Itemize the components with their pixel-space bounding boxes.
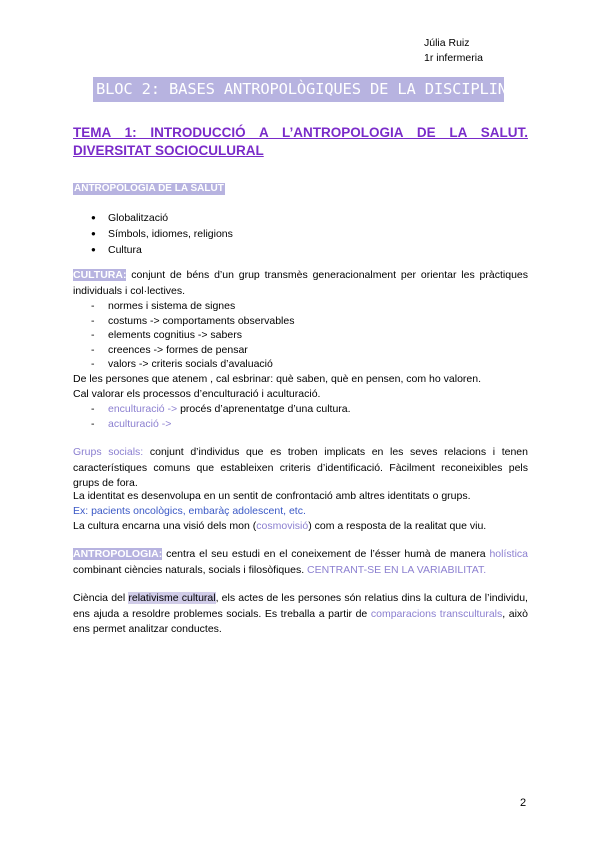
list-item: - costums -> comportaments observables xyxy=(91,314,294,329)
aculturacio-term: aculturació -> xyxy=(108,417,172,430)
list-item: - normes i sistema de signes xyxy=(91,299,294,314)
antropologia-mid: combinant ciències naturals, socials i filosòfiques. xyxy=(73,563,308,576)
identitat-line: La identitat es desenvolupa en un sentit de confrontació amb altres identitats o grups. xyxy=(73,490,471,502)
author-name: Júlia Ruiz xyxy=(424,37,470,49)
author-block xyxy=(424,36,483,66)
grups-term: Grups socials: xyxy=(73,446,144,458)
centrant-term: CENTRANT-SE EN LA VARIABILITAT. xyxy=(307,563,487,576)
holistica-term: holística xyxy=(489,548,528,560)
antropologia-definition xyxy=(73,547,528,578)
author-course: 1r infermeria xyxy=(424,52,483,64)
block-banner: BLOC 2: BASES ANTROPOLÒGIQUES DE LA DISCIPLINA INFERMERA xyxy=(93,77,504,102)
cultura-line-1: De les persones que atenem , cal esbrinar: què saben, què en pensen, com ho valoren. xyxy=(73,373,482,385)
relativisme-post: , això ens permet analitzar conductes. xyxy=(73,607,529,635)
list-item: - creences -> formes de pensar xyxy=(91,343,294,358)
enculturacio-def: procés d’aprenentatge d’una cultura. xyxy=(177,403,351,415)
comparacions-term: comparacions transculturals xyxy=(370,607,503,620)
antropologia-term: ANTROPOLOGIA: xyxy=(73,548,163,560)
list-item: - valors -> criteris socials d’avaluació xyxy=(91,357,294,372)
cultura-def: conjunt de béns d’un grup transmès generacionalment per orientar les pràctiques individuals i col·lectives. xyxy=(73,269,528,297)
grups-def: conjunt d’individus que es troben implicats en les seves relacions i tenen característiques comuns que estableixen criteris d’identificació. Fàcilment reconeixibles pels grups de fora. xyxy=(73,446,528,489)
cosmovisio-line xyxy=(73,519,528,535)
bullet-list xyxy=(91,210,233,258)
antropologia-pre: centra el seu estudi en el coneixement de l’ésser humà de manera xyxy=(162,548,490,560)
cultura-term: CULTURA: xyxy=(73,269,127,281)
relativisme-mid: , els actes de les persones són relatius dins la cultura de l’individu, ens ajuda a resoldre problemes socials. Es treballa a partir de xyxy=(73,592,528,620)
relativisme-paragraph xyxy=(73,591,528,638)
page-number: 2 xyxy=(520,797,527,809)
process-list xyxy=(91,402,351,431)
cosmovisio-term: cosmovisió xyxy=(256,520,309,532)
topic-title: TEMA 1: INTRODUCCIÓ A L’ANTROPOLOGIA DE LA SALUT. DIVERSITAT SOCIOCULURAL xyxy=(73,125,528,158)
enculturacio-term: enculturació -> xyxy=(108,403,178,415)
list-item xyxy=(91,402,351,417)
list-item: - elements cognitius -> sabers xyxy=(91,328,294,343)
list-item: ● Símbols, idiomes, religions xyxy=(91,226,233,242)
cultura-definition xyxy=(73,268,528,299)
cultura-list xyxy=(91,299,294,372)
section-heading: ANTROPOLOGIA DE LA SALUT xyxy=(74,183,224,194)
cosmovisio-pre: La cultura encarna una visió dels mon ( xyxy=(73,520,257,532)
relativisme-pre: Ciència del xyxy=(73,592,129,604)
list-item: ● Globalització xyxy=(91,210,233,226)
relativisme-term: relativisme cultural xyxy=(128,592,216,604)
list-item: ● Cultura xyxy=(91,242,233,258)
cosmovisio-post: ) com a resposta de la realitat que viu. xyxy=(308,520,487,532)
cultura-line-2: Cal valorar els processos d’enculturació i aculturació. xyxy=(73,388,321,400)
grups-definition xyxy=(73,445,528,492)
list-item xyxy=(91,417,351,432)
example-line: Ex: pacients oncològics, embaràç adolescent, etc. xyxy=(73,505,306,517)
